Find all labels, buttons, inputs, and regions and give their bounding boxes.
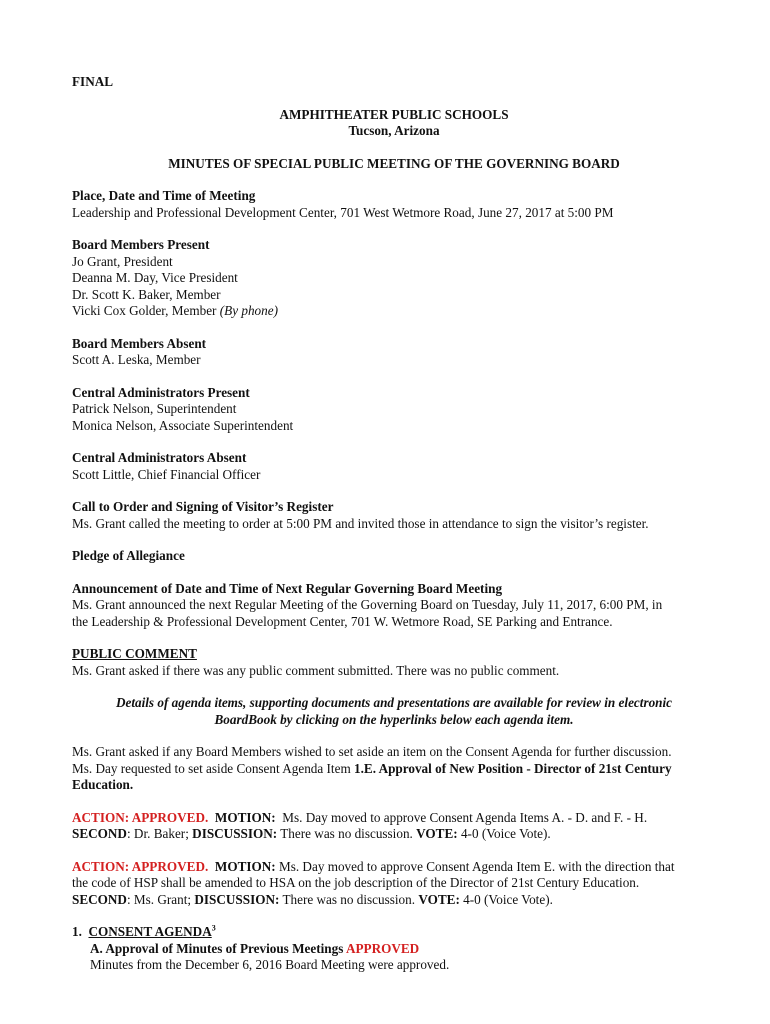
vote-label: VOTE: <box>416 826 458 841</box>
action-2-vote-line <box>72 892 716 909</box>
announcement-text: Ms. Grant announced the next Regular Meeting of the Governing Board on Tuesday, July 11, 2017, 6:00 PM, in <box>72 597 663 612</box>
minutes-page <box>72 74 716 974</box>
document-status: FINAL <box>72 74 114 89</box>
action-status: ACTION: APPROVED. <box>72 858 209 874</box>
place-heading: Place, Date and Time of Meeting <box>72 188 256 203</box>
present-member: Dr. Scott K. Baker, Member <box>72 286 221 302</box>
consent-number: 1. <box>72 924 82 939</box>
motion-label: MOTION: <box>214 858 276 874</box>
place-text: Leadership and Professional Development Center, 701 West Wetmore Road, June 27, 2017 at 5:00 PM <box>72 204 614 220</box>
call-to-order-heading: Call to Order and Signing of Visitor’s Register <box>72 499 334 514</box>
admin-present-member: Monica Nelson, Associate Superintendent <box>72 417 294 433</box>
second-label: SECOND <box>72 891 127 907</box>
action-1-line <box>72 810 716 827</box>
details-note: BoardBook by clicking on the hyperlinks below each agenda item. <box>214 711 574 727</box>
motion-text: the code of HSP shall be amended to HSA on the job description of the Director of 21st Century Education. <box>72 875 640 890</box>
details-note: Details of agenda items, supporting documents and presentations are available for review in electronic <box>115 695 673 710</box>
admin-present-member: Patrick Nelson, Superintendent <box>72 401 237 416</box>
second-text: : Ms. Grant; <box>126 891 195 907</box>
organization-city: Tucson, Arizona <box>348 123 440 138</box>
admin-absent-member: Scott Little, Chief Financial Officer <box>72 466 261 482</box>
document-title: MINUTES OF SPECIAL PUBLIC MEETING OF THE GOVERNING BOARD <box>168 155 620 171</box>
consent-item-a-status: APPROVED <box>345 940 420 956</box>
public-comment-heading: PUBLIC COMMENT <box>72 646 197 661</box>
present-heading: Board Members Present <box>72 237 210 252</box>
absent-heading: Board Members Absent <box>72 335 207 351</box>
second-label: SECOND <box>72 826 127 841</box>
set-aside-text: Ms. Day requested to set aside Consent Agenda Item <box>72 760 355 776</box>
motion-text: Ms. Day moved to approve Consent Agenda Items A. - D. and F. - H. <box>282 809 648 825</box>
public-comment-text: Ms. Grant asked if there was any public comment submitted. There was no public comment. <box>72 662 560 678</box>
action-1-vote-line <box>72 826 716 843</box>
second-text: : Dr. Baker; <box>126 826 193 841</box>
vote-text: 4-0 (Voice Vote). <box>457 826 551 841</box>
vote-text: 4-0 (Voice Vote). <box>459 891 553 907</box>
consent-agenda-heading[interactable]: CONSENT AGENDA <box>88 924 212 939</box>
present-member: Jo Grant, President <box>72 253 173 269</box>
consent-item-a-row <box>72 941 716 958</box>
admin-present-heading: Central Administrators Present <box>72 384 250 400</box>
organization-name: AMPHITHEATER PUBLIC SCHOOLS <box>279 106 509 122</box>
announcement-text: the Leadership & Professional Development Center, 701 W. Wetmore Road, SE Parking and Entrance. <box>72 613 613 629</box>
discussion-text: There was no discussion. <box>279 891 419 907</box>
call-to-order-text: Ms. Grant called the meeting to order at 5:00 PM and invited those in attendance to sign the visitor’s register. <box>72 515 649 531</box>
consent-item-a-title: A. Approval of Minutes of Previous Meetings <box>90 940 346 956</box>
announcement-heading: Announcement of Date and Time of Next Regular Governing Board Meeting <box>72 580 503 596</box>
action-2-line <box>72 859 716 876</box>
discussion-text: There was no discussion. <box>277 826 417 841</box>
consent-agenda-heading-row <box>72 924 716 941</box>
set-aside-text: Ms. Grant asked if any Board Members wished to set aside an item on the Consent Agenda for further discussion. <box>72 744 672 759</box>
absent-member: Scott A. Leska, Member <box>72 352 201 367</box>
action-status: ACTION: APPROVED. <box>72 809 209 825</box>
discussion-label: DISCUSSION: <box>192 826 278 841</box>
consent-footnote-ref: 3 <box>211 923 216 933</box>
vote-label: VOTE: <box>418 891 460 907</box>
consent-item-a-text: Minutes from the December 6, 2016 Board Meeting were approved. <box>90 957 450 972</box>
set-aside-item: Education. <box>72 777 134 792</box>
motion-text: Ms. Day moved to approve Consent Agenda Item E. with the direction that <box>275 858 675 874</box>
admin-absent-heading: Central Administrators Absent <box>72 450 247 465</box>
discussion-label: DISCUSSION: <box>194 891 280 907</box>
phone-note: (By phone) <box>219 303 278 318</box>
present-member: Deanna M. Day, Vice President <box>72 270 238 285</box>
set-aside-item: 1.E. Approval of New Position - Director of 21st Century <box>354 760 672 776</box>
present-member: Vicki Cox Golder, Member <box>72 303 217 318</box>
motion-label: MOTION: <box>214 809 276 825</box>
set-aside-text-row <box>72 761 716 778</box>
pledge-heading: Pledge of Allegiance <box>72 548 185 563</box>
present-member-row <box>72 303 716 320</box>
